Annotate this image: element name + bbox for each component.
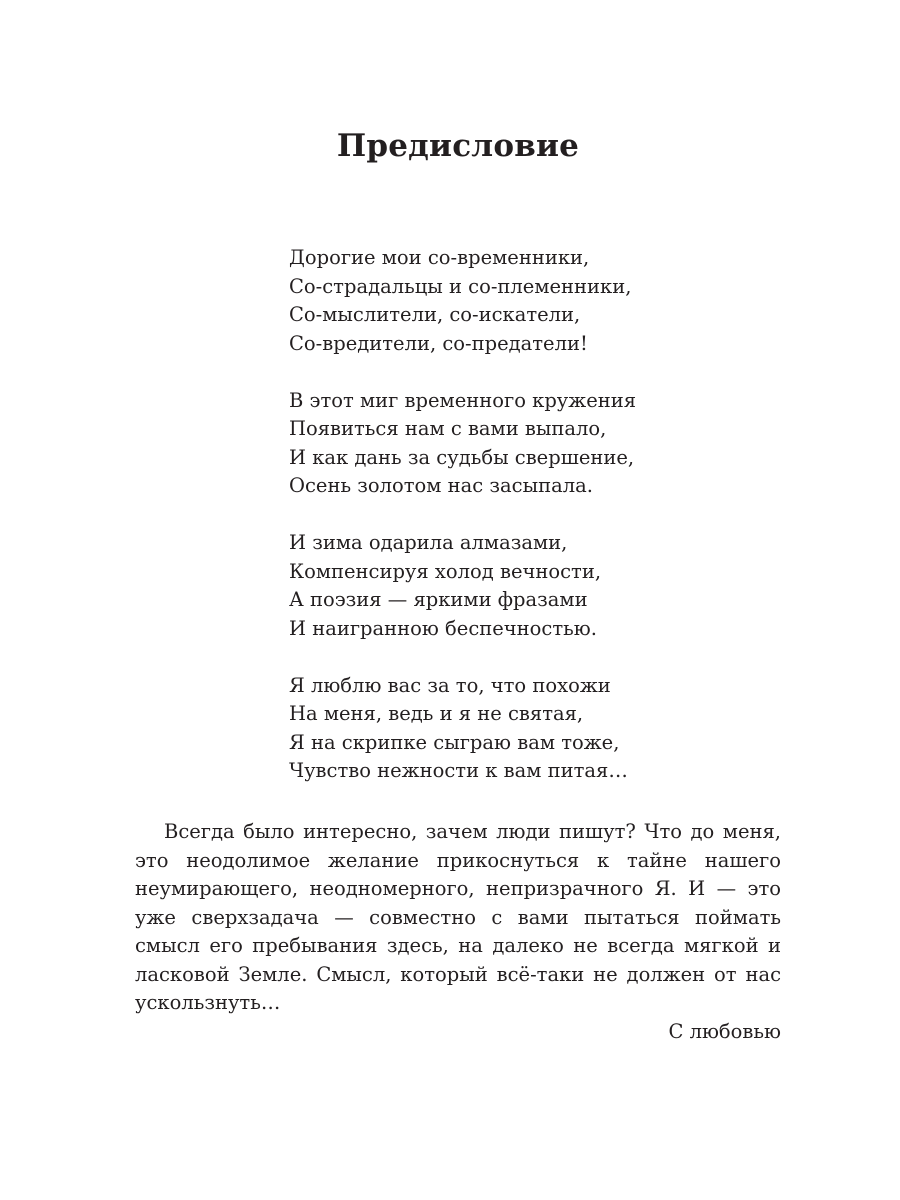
poem-line: Со-страдальцы и со-племенники, — [289, 274, 632, 298]
poem-line: И наигранною беспечностью. — [289, 616, 597, 640]
body-paragraph: Всегда было интересно, зачем люди пишут? Что до меня, это неодолимое желание прикоснуться к тайне нашего неумирающего, неодномерного, непризрачного Я. И — это уже сверхзадача — совместно с вами пытаться поймать смысл его пребывания здесь, на далеко не всегда мягкой и ласковой Земле. Смысл, который всё-таки не должен от нас ускользнуть… — [135, 820, 781, 1014]
poem-stanza — [289, 244, 709, 358]
poem-stanza — [289, 529, 709, 643]
poem-line: Осень золотом нас засыпала. — [289, 474, 593, 497]
poem-line: На меня, ведь и я не святая, — [289, 702, 584, 725]
poem-line: В этот миг временного кружения — [289, 388, 637, 412]
poem-stanza — [289, 387, 709, 501]
poem-line: Чувство нежности к вам питая… — [289, 759, 628, 782]
poem-line: А поэзия — яркими фразами — [289, 588, 588, 611]
poem-line: Со-вредители, со-предатели! — [289, 331, 588, 355]
page-title: Предисловие — [336, 128, 580, 164]
poem-line: Дорогие мои со-временники, — [289, 246, 590, 269]
poem-line: Я люблю вас за то, что похожи — [289, 673, 611, 697]
poem-stanza — [289, 672, 709, 786]
poem-line: Со-мыслители, со-искатели, — [289, 303, 581, 326]
poem-line: И зима одарила алмазами, — [289, 531, 568, 554]
signature: С любовью — [668, 1020, 781, 1043]
poem-line: И как дань за судьбы свершение, — [289, 445, 635, 469]
poem-line: Появиться нам с вами выпало, — [289, 417, 607, 440]
poem-line: Компенсируя холод вечности, — [289, 559, 602, 583]
poem — [289, 244, 709, 814]
poem-line: Я на скрипке сыграю вам тоже, — [289, 730, 620, 754]
